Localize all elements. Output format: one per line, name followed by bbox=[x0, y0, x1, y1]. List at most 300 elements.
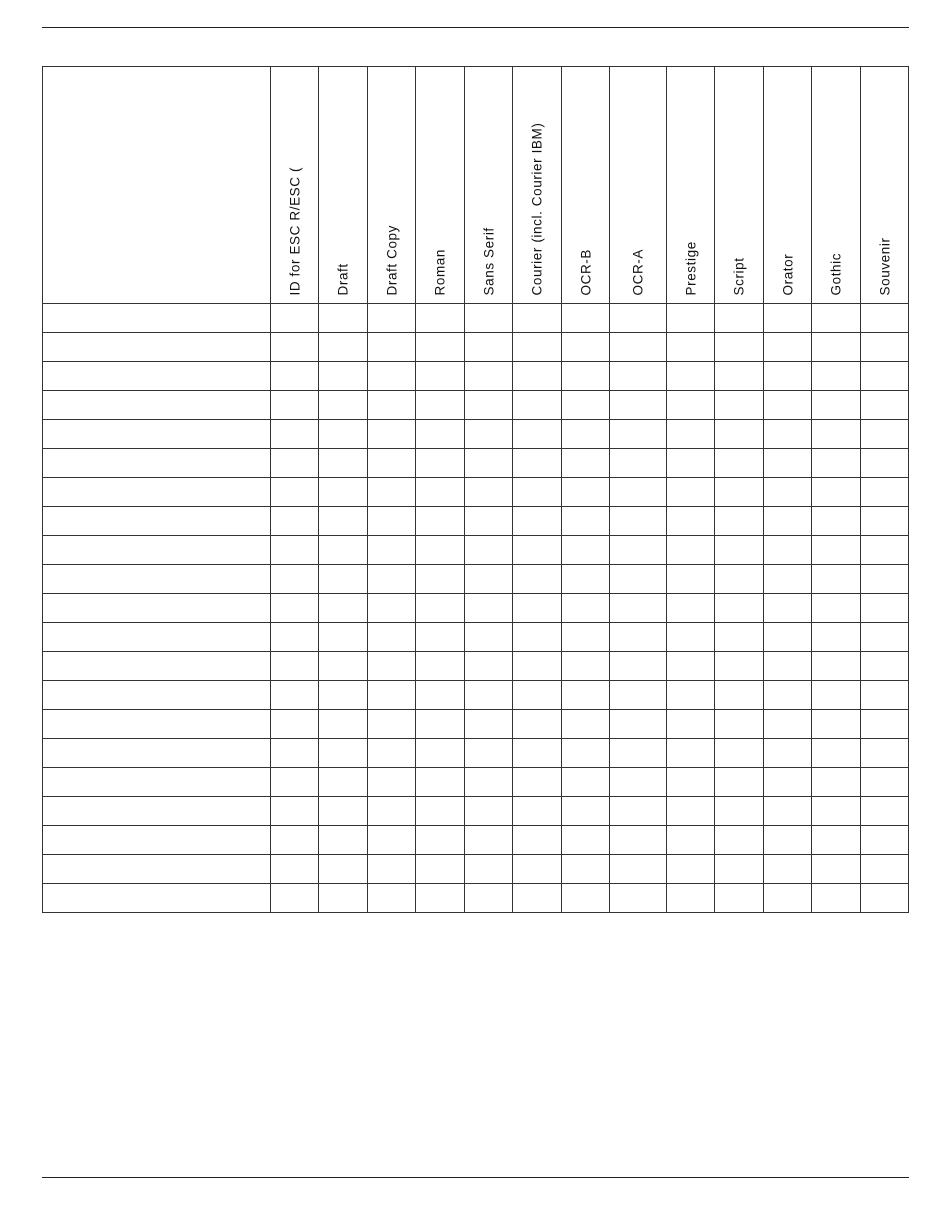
table-cell bbox=[764, 884, 812, 913]
table-cell bbox=[513, 768, 562, 797]
table-cell bbox=[562, 797, 610, 826]
table-cell bbox=[416, 768, 465, 797]
table-cell bbox=[764, 826, 812, 855]
table-cell bbox=[271, 507, 319, 536]
table-cell bbox=[368, 710, 416, 739]
column-header-label: OCR-A bbox=[630, 248, 646, 295]
table-cell bbox=[368, 652, 416, 681]
table-cell bbox=[667, 826, 715, 855]
table-cell bbox=[610, 420, 667, 449]
table-row bbox=[43, 855, 909, 884]
row-label-cell bbox=[43, 594, 271, 623]
table-cell bbox=[271, 826, 319, 855]
table-cell bbox=[610, 449, 667, 478]
table-cell bbox=[812, 594, 861, 623]
table-cell bbox=[715, 362, 764, 391]
table-cell bbox=[812, 652, 861, 681]
table-cell bbox=[764, 362, 812, 391]
table-cell bbox=[667, 362, 715, 391]
table-cell bbox=[861, 420, 909, 449]
table-cell bbox=[715, 855, 764, 884]
table-cell bbox=[319, 739, 368, 768]
column-header-label: Script bbox=[731, 256, 747, 295]
table-cell bbox=[812, 507, 861, 536]
table-cell bbox=[319, 710, 368, 739]
column-header bbox=[368, 67, 416, 304]
table-cell bbox=[715, 333, 764, 362]
column-header-label: Prestige bbox=[682, 240, 698, 295]
table-cell bbox=[271, 768, 319, 797]
table-cell bbox=[368, 565, 416, 594]
table-cell bbox=[610, 391, 667, 420]
table-cell bbox=[319, 623, 368, 652]
table-cell bbox=[368, 739, 416, 768]
row-label-cell bbox=[43, 449, 271, 478]
table-cell bbox=[416, 826, 465, 855]
table-cell bbox=[513, 739, 562, 768]
table-cell bbox=[562, 333, 610, 362]
table-cell bbox=[861, 333, 909, 362]
table-cell bbox=[562, 536, 610, 565]
table-cell bbox=[812, 768, 861, 797]
row-label-cell bbox=[43, 333, 271, 362]
table-cell bbox=[715, 623, 764, 652]
table-cell bbox=[319, 594, 368, 623]
table-row bbox=[43, 536, 909, 565]
table-cell bbox=[513, 333, 562, 362]
table-cell bbox=[562, 362, 610, 391]
table-cell bbox=[667, 652, 715, 681]
table-cell bbox=[513, 681, 562, 710]
table-cell bbox=[513, 536, 562, 565]
table-cell bbox=[368, 681, 416, 710]
table-cell bbox=[667, 884, 715, 913]
header-blank-cell bbox=[43, 67, 271, 304]
column-header bbox=[667, 67, 715, 304]
table-cell bbox=[812, 420, 861, 449]
table-cell bbox=[764, 507, 812, 536]
table-cell bbox=[715, 739, 764, 768]
column-header-label: Gothic bbox=[828, 252, 844, 295]
table-cell bbox=[562, 681, 610, 710]
table-cell bbox=[861, 362, 909, 391]
table-cell bbox=[319, 855, 368, 884]
table-cell bbox=[319, 565, 368, 594]
table-cell bbox=[271, 304, 319, 333]
table-cell bbox=[513, 565, 562, 594]
table-cell bbox=[513, 391, 562, 420]
table-cell bbox=[861, 478, 909, 507]
table-cell bbox=[667, 478, 715, 507]
table-cell bbox=[562, 304, 610, 333]
table-cell bbox=[610, 652, 667, 681]
table-cell bbox=[861, 507, 909, 536]
table-cell bbox=[319, 797, 368, 826]
column-header-label: ID for ESC R/ESC ( bbox=[286, 166, 302, 295]
table-cell bbox=[368, 449, 416, 478]
row-label-cell bbox=[43, 420, 271, 449]
table-cell bbox=[667, 768, 715, 797]
table-row bbox=[43, 565, 909, 594]
table-cell bbox=[861, 826, 909, 855]
table-cell bbox=[513, 362, 562, 391]
table-cell bbox=[368, 826, 416, 855]
table-cell bbox=[812, 362, 861, 391]
row-label-cell bbox=[43, 768, 271, 797]
table-cell bbox=[271, 681, 319, 710]
table-row bbox=[43, 681, 909, 710]
table-cell bbox=[465, 478, 513, 507]
table-row bbox=[43, 884, 909, 913]
column-header bbox=[271, 67, 319, 304]
column-header-label: Draft bbox=[335, 262, 351, 295]
table-cell bbox=[861, 652, 909, 681]
column-header-label: Roman bbox=[432, 248, 448, 295]
table-cell bbox=[271, 420, 319, 449]
table-cell bbox=[271, 565, 319, 594]
top-rule bbox=[42, 27, 909, 28]
table-row bbox=[43, 333, 909, 362]
table-cell bbox=[562, 855, 610, 884]
table-cell bbox=[812, 681, 861, 710]
column-header-label: OCR-B bbox=[577, 248, 593, 295]
table-cell bbox=[861, 797, 909, 826]
table-cell bbox=[610, 565, 667, 594]
table-cell bbox=[715, 768, 764, 797]
table-cell bbox=[812, 391, 861, 420]
table-cell bbox=[812, 884, 861, 913]
table-cell bbox=[465, 333, 513, 362]
table-cell bbox=[319, 536, 368, 565]
table-cell bbox=[861, 884, 909, 913]
table-cell bbox=[465, 420, 513, 449]
table-cell bbox=[513, 710, 562, 739]
table-cell bbox=[368, 507, 416, 536]
table-row bbox=[43, 507, 909, 536]
row-label-cell bbox=[43, 623, 271, 652]
table-cell bbox=[513, 507, 562, 536]
table-cell bbox=[368, 420, 416, 449]
column-header bbox=[562, 67, 610, 304]
table-cell bbox=[861, 681, 909, 710]
table-cell bbox=[715, 884, 764, 913]
table-cell bbox=[812, 536, 861, 565]
table-cell bbox=[513, 826, 562, 855]
row-label-cell bbox=[43, 391, 271, 420]
table-cell bbox=[610, 855, 667, 884]
table-cell bbox=[271, 855, 319, 884]
table-cell bbox=[562, 507, 610, 536]
table-cell bbox=[368, 304, 416, 333]
table-cell bbox=[812, 333, 861, 362]
table-cell bbox=[465, 855, 513, 884]
table-cell bbox=[610, 681, 667, 710]
table-cell bbox=[416, 739, 465, 768]
table-cell bbox=[513, 420, 562, 449]
table-cell bbox=[812, 449, 861, 478]
table-cell bbox=[764, 797, 812, 826]
table-cell bbox=[764, 565, 812, 594]
row-label-cell bbox=[43, 797, 271, 826]
table-cell bbox=[319, 304, 368, 333]
table-row bbox=[43, 768, 909, 797]
table-cell bbox=[319, 681, 368, 710]
table-cell bbox=[667, 710, 715, 739]
table-cell bbox=[715, 304, 764, 333]
table-body bbox=[43, 304, 909, 913]
table-cell bbox=[465, 304, 513, 333]
table-cell bbox=[764, 855, 812, 884]
row-label-cell bbox=[43, 652, 271, 681]
table-cell bbox=[465, 594, 513, 623]
table-cell bbox=[513, 449, 562, 478]
table-cell bbox=[416, 652, 465, 681]
table-cell bbox=[465, 507, 513, 536]
table-cell bbox=[610, 362, 667, 391]
table-cell bbox=[416, 333, 465, 362]
table-cell bbox=[610, 797, 667, 826]
table-cell bbox=[562, 826, 610, 855]
table-cell bbox=[271, 710, 319, 739]
table-cell bbox=[465, 710, 513, 739]
table-row bbox=[43, 623, 909, 652]
table-cell bbox=[667, 594, 715, 623]
table-cell bbox=[812, 623, 861, 652]
column-header-label: Souvenir bbox=[876, 236, 892, 295]
table-cell bbox=[513, 594, 562, 623]
table-cell bbox=[715, 391, 764, 420]
table-cell bbox=[513, 623, 562, 652]
table-cell bbox=[416, 797, 465, 826]
table-cell bbox=[465, 536, 513, 565]
table-cell bbox=[562, 884, 610, 913]
table-cell bbox=[562, 623, 610, 652]
table-cell bbox=[271, 594, 319, 623]
table-cell bbox=[715, 565, 764, 594]
table-cell bbox=[715, 681, 764, 710]
table-cell bbox=[368, 855, 416, 884]
table-cell bbox=[416, 420, 465, 449]
table-cell bbox=[764, 449, 812, 478]
table-cell bbox=[610, 710, 667, 739]
row-label-cell bbox=[43, 565, 271, 594]
table-cell bbox=[812, 739, 861, 768]
table-cell bbox=[368, 594, 416, 623]
table-cell bbox=[319, 391, 368, 420]
table-cell bbox=[465, 391, 513, 420]
table-cell bbox=[513, 304, 562, 333]
table-cell bbox=[764, 420, 812, 449]
table-cell bbox=[465, 884, 513, 913]
row-label-cell bbox=[43, 739, 271, 768]
table-cell bbox=[667, 565, 715, 594]
table-cell bbox=[715, 449, 764, 478]
table-cell bbox=[368, 362, 416, 391]
row-label-cell bbox=[43, 884, 271, 913]
table-cell bbox=[416, 565, 465, 594]
table-cell bbox=[610, 304, 667, 333]
table-cell bbox=[271, 333, 319, 362]
table-cell bbox=[610, 333, 667, 362]
table-cell bbox=[271, 478, 319, 507]
table-row bbox=[43, 594, 909, 623]
table-row bbox=[43, 739, 909, 768]
table-cell bbox=[667, 855, 715, 884]
table-row bbox=[43, 449, 909, 478]
table-cell bbox=[715, 420, 764, 449]
table-cell bbox=[465, 652, 513, 681]
table-cell bbox=[465, 623, 513, 652]
table-cell bbox=[667, 391, 715, 420]
table-cell bbox=[562, 420, 610, 449]
column-header bbox=[465, 67, 513, 304]
table-cell bbox=[861, 536, 909, 565]
table-cell bbox=[667, 536, 715, 565]
table-cell bbox=[319, 362, 368, 391]
column-header bbox=[764, 67, 812, 304]
table-cell bbox=[271, 536, 319, 565]
table-cell bbox=[416, 478, 465, 507]
table-cell bbox=[610, 884, 667, 913]
row-label-cell bbox=[43, 710, 271, 739]
table-cell bbox=[271, 391, 319, 420]
table-cell bbox=[562, 710, 610, 739]
bottom-rule bbox=[42, 1177, 909, 1178]
table-cell bbox=[271, 797, 319, 826]
column-header bbox=[610, 67, 667, 304]
table-cell bbox=[465, 739, 513, 768]
table-cell bbox=[368, 391, 416, 420]
table-cell bbox=[667, 420, 715, 449]
table-cell bbox=[861, 449, 909, 478]
table-cell bbox=[667, 681, 715, 710]
table-cell bbox=[715, 826, 764, 855]
row-label-cell bbox=[43, 478, 271, 507]
column-header bbox=[416, 67, 465, 304]
table-cell bbox=[764, 739, 812, 768]
table-cell bbox=[667, 797, 715, 826]
table-cell bbox=[667, 304, 715, 333]
font-table bbox=[42, 66, 909, 913]
table-cell bbox=[465, 826, 513, 855]
table-cell bbox=[764, 478, 812, 507]
column-header bbox=[319, 67, 368, 304]
table-cell bbox=[715, 507, 764, 536]
table-cell bbox=[416, 623, 465, 652]
table-cell bbox=[368, 536, 416, 565]
table-cell bbox=[562, 565, 610, 594]
table-cell bbox=[610, 739, 667, 768]
table-row bbox=[43, 420, 909, 449]
table-cell bbox=[368, 478, 416, 507]
table-cell bbox=[812, 826, 861, 855]
table-cell bbox=[513, 652, 562, 681]
row-label-cell bbox=[43, 507, 271, 536]
table-cell bbox=[416, 594, 465, 623]
table-cell bbox=[610, 594, 667, 623]
table-cell bbox=[416, 855, 465, 884]
table-cell bbox=[562, 768, 610, 797]
column-header-label: Draft Copy bbox=[383, 224, 399, 295]
table-cell bbox=[667, 739, 715, 768]
table-cell bbox=[416, 507, 465, 536]
table-cell bbox=[513, 855, 562, 884]
table-cell bbox=[861, 710, 909, 739]
table-cell bbox=[319, 826, 368, 855]
table-cell bbox=[764, 333, 812, 362]
table-cell bbox=[416, 362, 465, 391]
table-cell bbox=[610, 478, 667, 507]
table-cell bbox=[812, 565, 861, 594]
table-row bbox=[43, 797, 909, 826]
table-cell bbox=[368, 768, 416, 797]
table-cell bbox=[368, 884, 416, 913]
table-cell bbox=[861, 855, 909, 884]
table-cell bbox=[271, 362, 319, 391]
table-cell bbox=[416, 710, 465, 739]
table-cell bbox=[764, 681, 812, 710]
table-cell bbox=[319, 768, 368, 797]
row-label-cell bbox=[43, 826, 271, 855]
row-label-cell bbox=[43, 362, 271, 391]
table-cell bbox=[416, 304, 465, 333]
table-cell bbox=[319, 420, 368, 449]
table-row bbox=[43, 826, 909, 855]
table-row bbox=[43, 710, 909, 739]
table-cell bbox=[812, 304, 861, 333]
table-cell bbox=[610, 623, 667, 652]
table-cell bbox=[715, 710, 764, 739]
table-cell bbox=[764, 652, 812, 681]
table-cell bbox=[271, 739, 319, 768]
table-cell bbox=[715, 652, 764, 681]
table-cell bbox=[465, 768, 513, 797]
header-row bbox=[43, 67, 909, 304]
table-cell bbox=[465, 681, 513, 710]
row-label-cell bbox=[43, 855, 271, 884]
column-header bbox=[861, 67, 909, 304]
table-cell bbox=[764, 536, 812, 565]
table-row bbox=[43, 304, 909, 333]
row-label-cell bbox=[43, 304, 271, 333]
table-cell bbox=[513, 884, 562, 913]
column-header-label: Courier (incl. Courier IBM) bbox=[529, 122, 545, 295]
table-cell bbox=[416, 884, 465, 913]
column-header bbox=[715, 67, 764, 304]
table-cell bbox=[715, 594, 764, 623]
table-cell bbox=[812, 855, 861, 884]
table-cell bbox=[319, 478, 368, 507]
table-cell bbox=[562, 652, 610, 681]
column-header-label: Sans Serif bbox=[480, 226, 496, 295]
table-cell bbox=[465, 362, 513, 391]
table-cell bbox=[319, 884, 368, 913]
table-cell bbox=[667, 507, 715, 536]
table-cell bbox=[271, 884, 319, 913]
table-cell bbox=[416, 536, 465, 565]
table-cell bbox=[812, 478, 861, 507]
table-cell bbox=[319, 652, 368, 681]
table-cell bbox=[764, 623, 812, 652]
table-cell bbox=[368, 623, 416, 652]
table-cell bbox=[764, 768, 812, 797]
table-cell bbox=[513, 478, 562, 507]
table-cell bbox=[861, 594, 909, 623]
table-cell bbox=[416, 449, 465, 478]
table-cell bbox=[319, 507, 368, 536]
table-cell bbox=[715, 536, 764, 565]
table-cell bbox=[562, 449, 610, 478]
